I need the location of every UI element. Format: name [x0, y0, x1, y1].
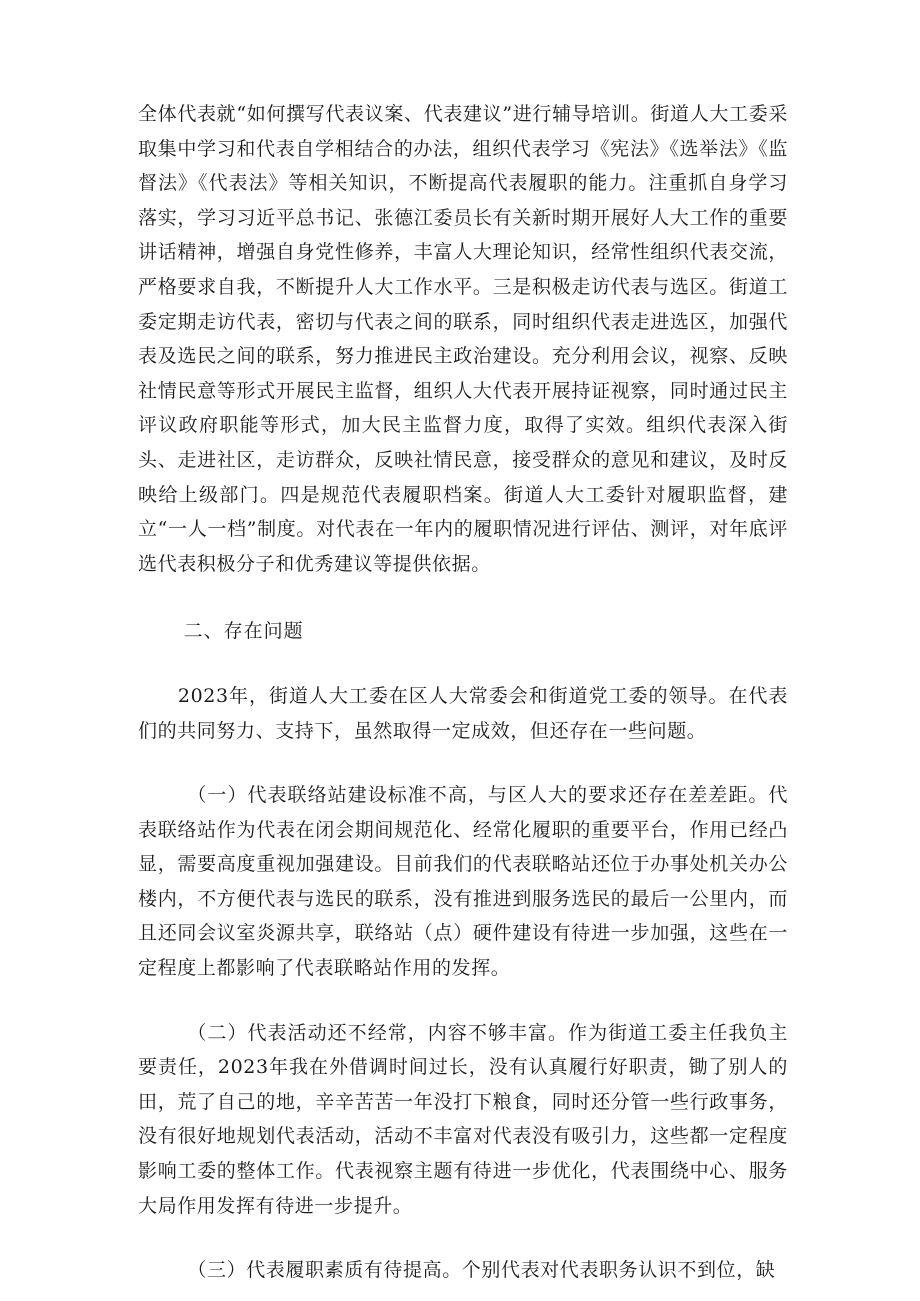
document-body	[138, 97, 788, 1288]
paragraph-issue-3: （三）代表履职素质有待提高。个别代表对代表职务认识不到位，缺	[187, 1259, 776, 1282]
paragraph-intro: 全体代表就“如何撰写代表议案、代表建议”进行辅导培训。街道人大工委采取集中学习和代表自学相结合的办法，组织代表学习《宪法》《选举法》《监督法》《代表法》等相关知识，不断提高代表履职的能力。注重抓自身学习落实，学习习近平总书记、张德江委员长有关新时期开展好人大工作的重要讲话精神，增强自身党性修养，丰富人大理论知识，经常性组织代表交流，严格要求自我，不断提升人大工作水平。三是积极走访代表与选区。街道工委定期走访代表，密切与代表之间的联系，同时组织代表走进选区，加强代表及选民之间的联系，努力推进民主政治建设。充分利用会议，视察、反映社情民意等形式开展民主监督，组织人大代表开展持证视察，同时通过民主评议政府职能等形式，加大民主监督力度，取得了实效。组织代表深入街头、走进社区，走访群众，反映社情民意，接受群众的意见和建议，及时反映给上级部门。四是规范代表履职档案。街道人大工委针对履职监督，建立“一人一档”制度。对代表在一年内的履职情况进行评估、测评，对年底评选代表积极分子和优秀建议等提供依据。	[138, 103, 788, 575]
section-heading: 二、存在问题	[183, 620, 304, 643]
paragraph-issue-2: （二）代表活动还不经常，内容不够丰富。作为街道工委主任我负主要责任，2023年我在外借调时间过长，没有认真履行好职责，锄了别人的田，荒了自己的地，辛辛苦苦一年没打下粮食，同时还分管一些行政事务，没有很好地规划代表活动，活动不丰富对代表没有吸引力，这些都一定程度影响工委的整体工作。代表视察主题有待进一步优化，代表围绕中心、服务大局作用发挥有待进一步提升。	[138, 1021, 788, 1217]
paragraph-issue-1: （一）代表联络站建设标准不高，与区人大的要求还存在差差距。代表联络站作为代表在闭会期间规范化、经常化履职的重要平台，作用已经凸显，需要高度重视加强建设。目前我们的代表联略站还位于办事处机关办公楼内，不方便代表与选民的联系，没有推进到服务选民的最后一公里内，而且还同会议室炎源共享，联络站（点）硬件建设有待进一步加强，这些在一定程度上都影响了代表联略站作用的发挥。	[138, 784, 788, 980]
paragraph-summary: 2023年，街道人大工委在区人大常委会和街道党工委的领导。在代表们的共同努力、支持下，虽然取得一定成效，但还存在一些问题。	[138, 684, 788, 742]
